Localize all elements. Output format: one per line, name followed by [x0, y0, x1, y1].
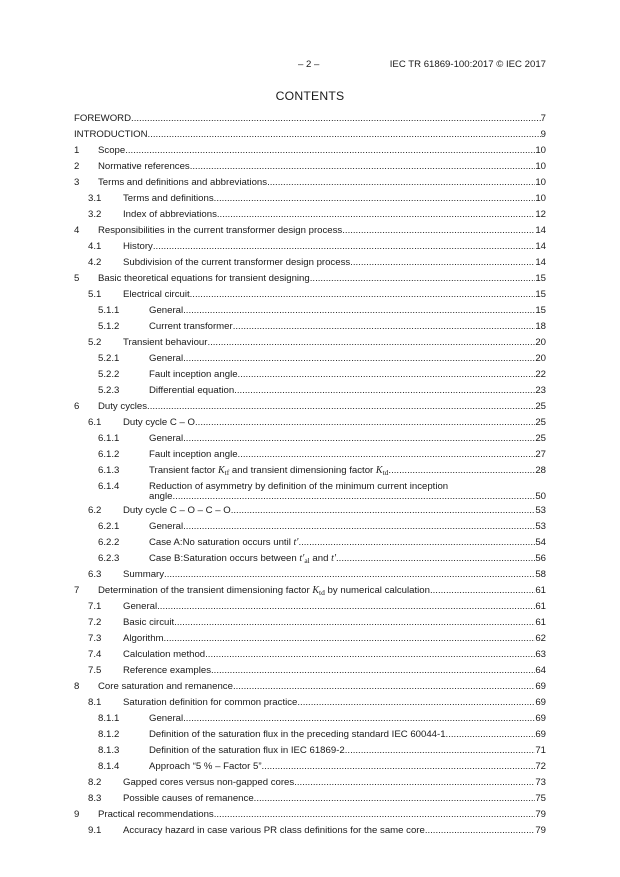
toc-page-number: 22 — [535, 369, 546, 380]
math-symbol: t' — [331, 553, 336, 564]
toc-page-number: 10 — [535, 145, 546, 156]
toc-leader-dots — [131, 111, 541, 127]
toc-leader-dots — [425, 823, 536, 839]
toc-entry-title: History — [123, 241, 153, 252]
toc-entry-line — [123, 599, 546, 615]
toc-page-number: 9 — [540, 129, 546, 140]
toc-entry-title-line: Reduction of asymmetry by definition of the minimum current inception — [149, 481, 449, 492]
toc-entry-title: Basic circuit — [123, 617, 175, 628]
toc-leader-dots — [217, 207, 535, 223]
toc-entry-number: 5.1 — [88, 289, 102, 300]
toc-entry-title: General — [149, 521, 184, 532]
toc-entry[interactable] — [74, 367, 546, 383]
toc-entry-line — [123, 775, 546, 791]
toc-entry-number: 9 — [74, 809, 80, 820]
toc-entry[interactable] — [74, 303, 546, 319]
toc-entry-number: 5.2 — [88, 337, 102, 348]
toc-leader-dots — [148, 127, 541, 143]
toc-entry[interactable] — [74, 759, 546, 775]
toc-entry-title: Definition of the saturation flux in the preceding standard IEC 60044-1 — [149, 729, 446, 740]
toc-page-number: 61 — [535, 585, 546, 596]
toc-entry-title: Case A:No saturation occurs until t' — [149, 537, 299, 548]
page-number: – 2 – — [298, 59, 320, 70]
toc-leader-dots — [297, 695, 535, 711]
toc-leader-dots — [294, 775, 535, 791]
toc-page-number: 10 — [535, 161, 546, 172]
toc-entry-number: 6.1.3 — [98, 465, 120, 476]
math-subscript: al — [304, 556, 310, 565]
toc-entry[interactable] — [74, 647, 546, 663]
toc-page-number: 20 — [535, 353, 546, 364]
toc-entry-title: General — [149, 713, 184, 724]
toc-page-number: 69 — [535, 713, 546, 724]
toc-entry-title: General — [149, 433, 184, 444]
toc-entry-number: 7 — [74, 585, 80, 596]
toc-entry-number: 5 — [74, 273, 80, 284]
toc-entry-title: INTRODUCTION — [74, 129, 148, 140]
toc-entry[interactable] — [74, 503, 546, 519]
toc-entry-number: 7.3 — [88, 633, 102, 644]
toc-entry-title: Differential equation — [149, 385, 235, 396]
contents-title: CONTENTS — [275, 89, 345, 103]
toc-entry-title: General — [123, 601, 158, 612]
toc-entry-line — [74, 127, 546, 143]
toc-page-number: 14 — [535, 241, 546, 252]
toc-entry-title: Saturation definition for common practice — [123, 697, 298, 708]
toc-entry-title: Accuracy hazard in case various PR class definitions for the same core — [123, 825, 425, 836]
toc-entry[interactable] — [74, 743, 546, 759]
toc-entry-number: 8.1.1 — [98, 713, 120, 724]
toc-entry[interactable] — [74, 399, 546, 415]
toc-entry-title: General — [149, 353, 184, 364]
toc-leader-dots — [298, 535, 535, 551]
toc-entry-number: 7.2 — [88, 617, 102, 628]
toc-entry-number: 6.2.3 — [98, 553, 120, 564]
toc-page-number: 50 — [535, 491, 546, 502]
toc-entry-number: 8.1.2 — [98, 729, 120, 740]
toc-entry-title: General — [149, 305, 184, 316]
toc-entry-title: Transient behaviour — [123, 337, 208, 348]
toc-entry[interactable] — [74, 695, 546, 711]
toc-entry-line — [123, 191, 546, 207]
toc-page-number: 63 — [535, 649, 546, 660]
toc-leader-dots — [254, 791, 536, 807]
toc-entry[interactable] — [74, 583, 546, 599]
toc-entry-number: 5.2.3 — [98, 385, 120, 396]
toc-page-number: 69 — [535, 681, 546, 692]
toc-entry[interactable] — [74, 191, 546, 207]
toc-entry-number: 8.1 — [88, 697, 102, 708]
toc-page-number: 72 — [535, 761, 546, 772]
toc-entry-title: Terms and definitions and abbreviations — [98, 177, 268, 188]
toc-entry-line — [98, 159, 546, 175]
toc-entry-number: 5.1.1 — [98, 305, 120, 316]
toc-entry[interactable] — [74, 519, 546, 535]
toc-leader-dots — [262, 759, 536, 775]
toc-page-number: 12 — [535, 209, 546, 220]
toc-page-number: 15 — [535, 305, 546, 316]
toc-entry-line — [149, 743, 546, 759]
toc-entry-line — [123, 631, 546, 647]
toc-page-number: 62 — [535, 633, 546, 644]
toc-leader-dots — [233, 319, 536, 335]
toc-entry-title: Determination of the transient dimensioning factor $K_{td}$ by numerical calculation — [98, 585, 430, 597]
toc-entry[interactable] — [74, 319, 546, 335]
toc-entry[interactable] — [74, 351, 546, 367]
toc-entry[interactable] — [74, 175, 546, 191]
toc-entry-line — [123, 255, 546, 271]
toc-leader-dots — [174, 615, 535, 631]
toc-entry-line — [123, 567, 546, 583]
toc-entry-line — [98, 175, 546, 191]
toc-entry-line — [149, 367, 546, 383]
toc-leader-dots — [231, 503, 536, 519]
toc-page-number: 18 — [535, 321, 546, 332]
toc-leader-dots — [183, 303, 535, 319]
math-symbol: $K_{td}$ — [312, 585, 325, 597]
toc-leader-dots — [147, 399, 535, 415]
toc-entry-number: 3.1 — [88, 193, 102, 204]
toc-entry[interactable] — [74, 223, 546, 239]
toc-entry-title: Fault inception angle — [149, 369, 238, 380]
toc-entry-title: Fault inception angle — [149, 449, 238, 460]
toc-page-number: 14 — [535, 257, 546, 268]
toc-leader-dots — [310, 271, 536, 287]
toc-entry-title: Definition of the saturation flux in IEC 61869-2 — [149, 745, 345, 756]
toc-entry[interactable] — [74, 631, 546, 647]
toc-entry-line — [123, 663, 546, 679]
toc-leader-dots — [125, 143, 535, 159]
toc-entry-line — [149, 383, 546, 399]
toc-entry-line — [123, 647, 546, 663]
toc-page-number: 27 — [535, 449, 546, 460]
toc-entry-number: 6.1.1 — [98, 433, 120, 444]
toc-leader-dots — [234, 383, 535, 399]
toc-entry[interactable] — [74, 207, 546, 223]
toc-entry-number: 9.1 — [88, 825, 102, 836]
toc-leader-dots — [183, 351, 535, 367]
toc-entry[interactable] — [74, 823, 546, 839]
toc-page-number: 15 — [535, 273, 546, 284]
toc-entry-line — [123, 415, 546, 431]
toc-entry-line — [98, 807, 546, 823]
toc-leader-dots — [342, 223, 535, 239]
toc-entry-title: angle — [149, 491, 173, 502]
toc-page-number: 53 — [535, 521, 546, 532]
toc-entry[interactable] — [74, 679, 546, 695]
toc-entry[interactable] — [74, 711, 546, 727]
toc-entry-title: Basic theoretical equations for transient designing — [98, 273, 310, 284]
toc-leader-dots — [207, 335, 535, 351]
toc-entry-line — [123, 791, 546, 807]
toc-entry-number: 3 — [74, 177, 80, 188]
toc-entry[interactable] — [74, 159, 546, 175]
toc-entry-number: 6.2 — [88, 505, 102, 516]
toc-entry-line — [149, 431, 546, 447]
toc-entry[interactable] — [74, 271, 546, 287]
toc-entry[interactable] — [74, 239, 546, 255]
toc-page-number: 71 — [535, 745, 546, 756]
toc-entry[interactable] — [74, 447, 546, 463]
toc-entry-title: Subdivision of the current transformer design process — [123, 257, 351, 268]
toc-entry-line — [123, 823, 546, 839]
toc-entry[interactable] — [74, 431, 546, 447]
toc-page-number: 20 — [535, 337, 546, 348]
toc-entry-number: 8.2 — [88, 777, 102, 788]
toc-leader-dots — [238, 447, 536, 463]
toc-entry-line — [123, 207, 546, 223]
toc-entry-title: Transient factor $K_{tf}$ and transient dimensioning factor $K_{td}$ — [149, 465, 389, 477]
toc-page-number: 14 — [535, 225, 546, 236]
toc-entry-title: Electrical circuit — [123, 289, 190, 300]
math-symbol: t' — [293, 537, 299, 548]
toc-entry-title: Current transformer — [149, 321, 233, 332]
toc-entry-line — [123, 335, 546, 351]
toc-entry-line — [149, 447, 546, 463]
toc-entry-line — [98, 143, 546, 159]
toc-entry-title: Responsibilities in the current transformer design process — [98, 225, 343, 236]
toc-entry-line — [123, 503, 546, 519]
toc-entry-title: Reference examples — [123, 665, 211, 676]
toc-leader-dots — [157, 599, 535, 615]
page-header — [0, 59, 546, 73]
toc-entry[interactable] — [74, 615, 546, 631]
toc-entry-number: 6.2.1 — [98, 521, 120, 532]
toc-leader-dots — [153, 239, 535, 255]
toc-entry[interactable] — [74, 727, 546, 743]
toc-entry-line — [123, 287, 546, 303]
math-subscript: td — [382, 468, 389, 477]
toc-entry-number: 6.2.2 — [98, 537, 120, 548]
toc-entry-number: 8.1.3 — [98, 745, 120, 756]
toc-entry-title: Approach “5 % – Factor 5” — [149, 761, 262, 772]
toc-entry-title: Duty cycles — [98, 401, 148, 412]
toc-page-number: 69 — [535, 697, 546, 708]
toc-page-number: 61 — [535, 601, 546, 612]
toc-entry-number: 8 — [74, 681, 80, 692]
toc-page-number: 64 — [535, 665, 546, 676]
toc-leader-dots — [205, 647, 535, 663]
toc-leader-dots — [238, 367, 536, 383]
toc-entry-title: Core saturation and remanence — [98, 681, 233, 692]
toc-leader-dots — [211, 663, 535, 679]
toc-entry[interactable] — [74, 535, 546, 551]
toc-entry-number: 6.3 — [88, 569, 102, 580]
toc-entry-line — [149, 319, 546, 335]
toc-page-number: 10 — [535, 193, 546, 204]
toc-entry-number: 6.1.2 — [98, 449, 120, 460]
math-symbol: $t'_{al}$ — [299, 553, 310, 565]
toc-entry-title: Case B:Saturation occurs between $t'_{al}$ and t' — [149, 553, 336, 565]
toc-entry-title: Summary — [123, 569, 165, 580]
toc-leader-dots — [195, 415, 535, 431]
toc-entry[interactable] — [74, 479, 546, 503]
toc-page-number: 69 — [535, 729, 546, 740]
toc-leader-dots — [183, 711, 535, 727]
toc-entry[interactable] — [74, 807, 546, 823]
toc-page-number: 23 — [535, 385, 546, 396]
toc-page-number: 75 — [535, 793, 546, 804]
toc-entry-line — [149, 303, 546, 319]
toc-entry-title: Scope — [98, 145, 126, 156]
toc-entry-number: 7.1 — [88, 601, 102, 612]
math-subscript: tf — [224, 468, 230, 477]
toc-page-number: 25 — [535, 417, 546, 428]
toc-leader-dots — [446, 727, 536, 743]
toc-entry-number: 8.1.4 — [98, 761, 120, 772]
toc-entry-line — [98, 271, 546, 287]
toc-entry-line — [149, 535, 546, 551]
toc-page-number: 28 — [535, 465, 546, 476]
toc-entry-number: 2 — [74, 161, 80, 172]
toc-page-number: 56 — [535, 553, 546, 564]
toc-entry[interactable] — [74, 255, 546, 271]
toc-leader-dots — [214, 807, 536, 823]
toc-entry-title: Duty cycle C – O – C – O — [123, 505, 231, 516]
toc-entry-line — [149, 519, 546, 535]
toc-page-number: 7 — [540, 113, 546, 124]
toc-entry-line — [149, 727, 546, 743]
toc-entry[interactable] — [74, 415, 546, 431]
math-symbol: $K_{td}$ — [375, 465, 389, 477]
toc-entry-number: 6.1 — [88, 417, 102, 428]
toc-entry-number: 4 — [74, 225, 80, 236]
toc-page-number: 25 — [535, 401, 546, 412]
toc-entry-line — [74, 111, 546, 127]
toc-entry-line — [149, 759, 546, 775]
toc-page-number: 79 — [535, 809, 546, 820]
toc-leader-dots — [183, 519, 535, 535]
toc-entry[interactable] — [74, 111, 546, 127]
toc-leader-dots — [190, 287, 536, 303]
toc-page-number: 25 — [535, 433, 546, 444]
toc-entry-number: 6 — [74, 401, 80, 412]
toc-entry-number: 7.5 — [88, 665, 102, 676]
toc-leader-dots — [164, 631, 536, 647]
toc-entry-line — [123, 615, 546, 631]
toc-entry-number: 5.2.2 — [98, 369, 120, 380]
toc-page-number: 54 — [535, 537, 546, 548]
toc-page-number: 10 — [535, 177, 546, 188]
toc-entry-title: Index of abbreviations — [123, 209, 217, 220]
toc-leader-dots — [233, 679, 535, 695]
toc-entry[interactable] — [74, 383, 546, 399]
toc-entry-line — [123, 695, 546, 711]
toc-entry-number: 4.1 — [88, 241, 102, 252]
toc-page-number: 73 — [535, 777, 546, 788]
toc-page-number: 58 — [535, 569, 546, 580]
toc-entry-line — [149, 351, 546, 367]
toc-leader-dots — [267, 175, 535, 191]
toc-entry-line — [149, 711, 546, 727]
toc-leader-dots — [190, 159, 536, 175]
toc-page-number: 15 — [535, 289, 546, 300]
toc-page-number: 61 — [535, 617, 546, 628]
toc-entry-title: FOREWORD — [74, 113, 132, 124]
toc-entry-line — [98, 399, 546, 415]
toc-entry-line — [98, 223, 546, 239]
document-id: IEC TR 61869-100:2017 © IEC 2017 — [389, 59, 546, 70]
toc-entry[interactable] — [74, 775, 546, 791]
toc-entry[interactable] — [74, 791, 546, 807]
toc-leader-dots — [214, 191, 536, 207]
toc-entry[interactable] — [74, 663, 546, 679]
toc-entry-number: 8.3 — [88, 793, 102, 804]
toc-entry[interactable] — [74, 599, 546, 615]
toc-leader-dots — [345, 743, 536, 759]
toc-entry-title: Normative references — [98, 161, 190, 172]
toc-entry[interactable] — [74, 567, 546, 583]
toc-entry-number: 4.2 — [88, 257, 102, 268]
toc-entry[interactable] — [74, 127, 546, 143]
toc-entry-number: 7.4 — [88, 649, 102, 660]
toc-entry[interactable] — [74, 335, 546, 351]
toc-entry-title: Practical recommendations — [98, 809, 214, 820]
toc-entry-title: Duty cycle C – O — [123, 417, 195, 428]
toc-leader-dots — [183, 431, 535, 447]
table-of-contents — [74, 111, 546, 839]
toc-entry[interactable] — [74, 287, 546, 303]
toc-page-number: 79 — [535, 825, 546, 836]
toc-entry-title: Algorithm — [123, 633, 164, 644]
toc-entry[interactable] — [74, 463, 546, 479]
math-subscript: td — [319, 588, 325, 597]
toc-page-number: 53 — [535, 505, 546, 516]
toc-leader-dots — [164, 567, 535, 583]
toc-entry-title: Calculation method — [123, 649, 206, 660]
toc-entry-title: Terms and definitions — [123, 193, 214, 204]
toc-entry-line — [123, 239, 546, 255]
toc-entry-number: 1 — [74, 145, 80, 156]
math-symbol: $K_{tf}$ — [217, 465, 230, 477]
toc-entry-number: 3.2 — [88, 209, 102, 220]
toc-entry[interactable] — [74, 143, 546, 159]
toc-entry-title: Possible causes of remanence — [123, 793, 254, 804]
toc-entry-line — [98, 679, 546, 695]
toc-entry-number: 5.1.2 — [98, 321, 120, 332]
toc-leader-dots — [350, 255, 535, 271]
toc-entry-number: 6.1.4 — [98, 481, 120, 492]
toc-entry-number: 5.2.1 — [98, 353, 120, 364]
toc-entry[interactable] — [74, 551, 546, 567]
toc-entry-title: Gapped cores versus non-gapped cores — [123, 777, 295, 788]
